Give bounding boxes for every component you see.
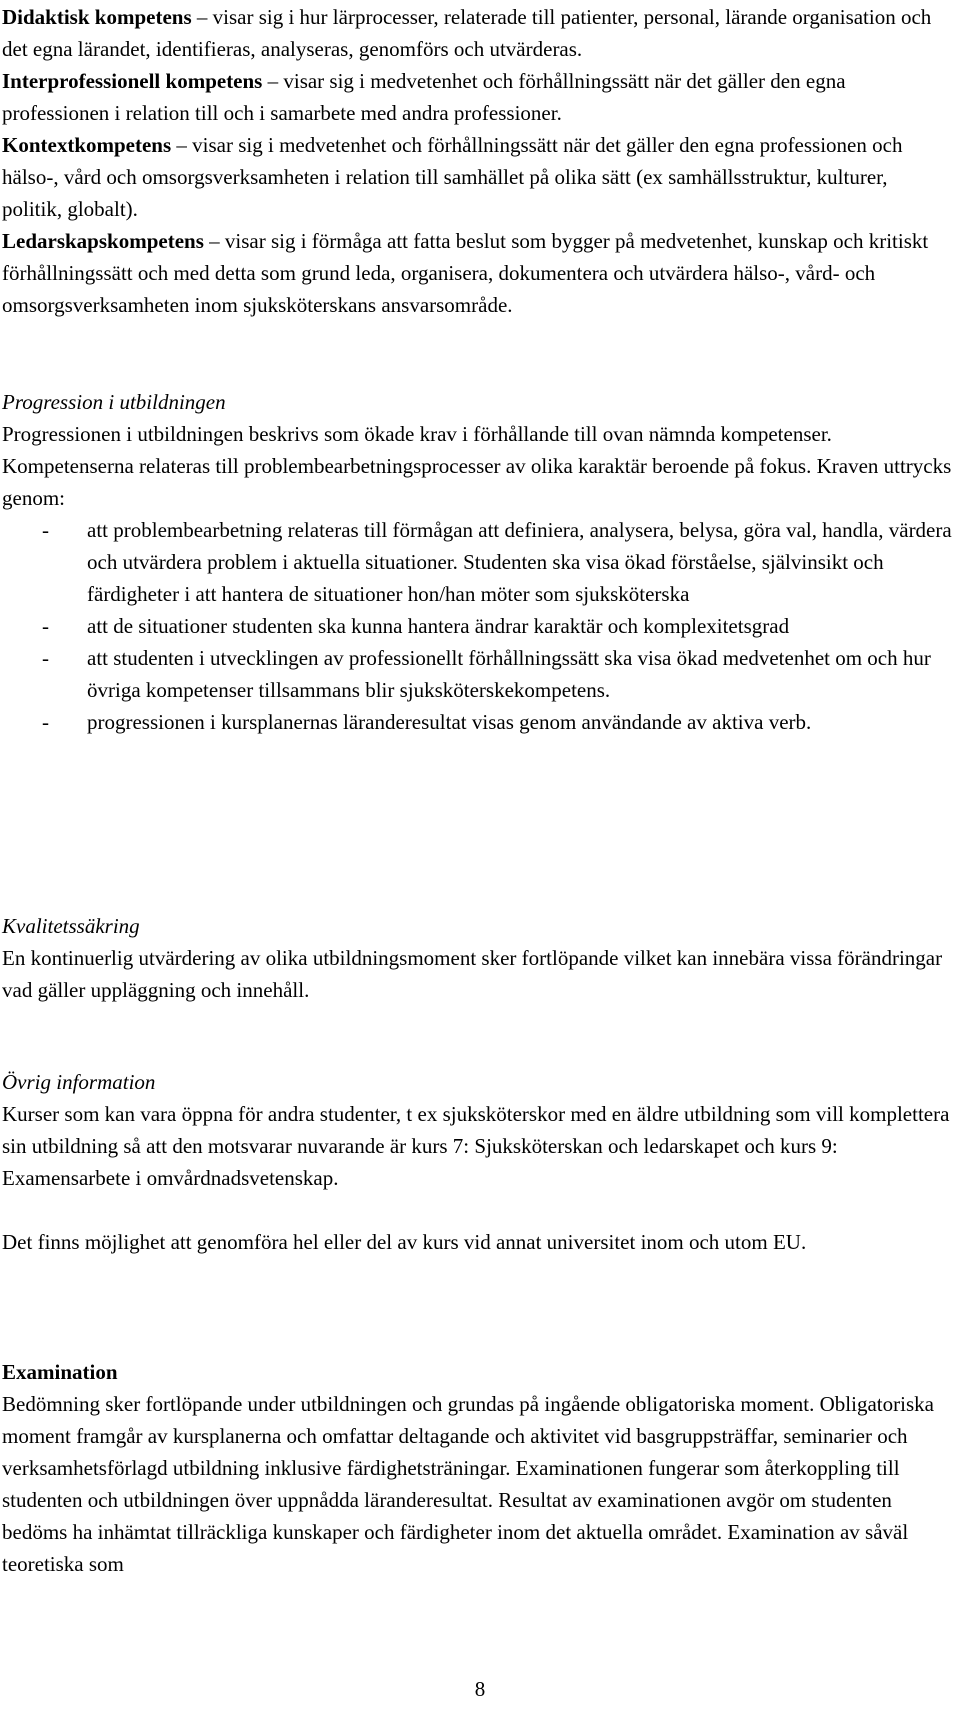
list-item xyxy=(2,706,952,738)
progression-intro: Progressionen i utbildningen beskrivs som ökade krav i förhållande till ovan nämnda kompetenser. Kompetenserna relateras till problembearbetningsprocesser av olika karaktär beroende på fokus. Kraven uttrycks genom: xyxy=(2,422,952,510)
list-item xyxy=(2,610,952,642)
other-info-text-1: Kurser som kan vara öppna för andra studenter, t ex sjuksköterskor med en äldre utbildning som vill komplettera sin utbildning så att den motsvarar nuvarande är kurs 7: Sjuksköterskan och ledarskapet och kurs 9: Examensarbete i omvårdnadsvetenskap. xyxy=(2,1102,950,1190)
list-dash: - xyxy=(42,710,49,734)
competence-term: Didaktisk kompetens xyxy=(2,5,192,29)
competence-term: Interprofessionell kompetens xyxy=(2,69,263,93)
examination-section xyxy=(2,1356,952,1580)
competence-term: Ledarskapskompetens xyxy=(2,229,204,253)
competence-text: – visar sig i förmåga att fatta beslut som bygger på medvetenhet, kunskap och kritiskt förhållningssätt och med detta som grund leda, organisera, dokumentera och utvärdera hälso-, vård- och omsorgsverksamheten inom sjuksköterskans ansvarsområde. xyxy=(2,229,929,317)
competence-term: Kontextkompetens xyxy=(2,133,172,157)
competence-text: – visar sig i hur lärprocesser, relaterade till patienter, personal, lärande organisation och det egna lärandet, identifieras, analyseras, genomförs och utvärderas. xyxy=(2,5,932,61)
competence-kontext xyxy=(2,129,952,225)
other-info-section xyxy=(2,1066,952,1258)
other-info-text-2: Det finns möjlighet att genomföra hel eller del av kurs vid annat universitet inom och utom EU. xyxy=(2,1230,807,1254)
examination-heading: Examination xyxy=(2,1360,118,1384)
competence-didaktisk xyxy=(2,1,952,65)
progression-heading: Progression i utbildningen xyxy=(2,390,226,414)
quality-section xyxy=(2,910,952,1006)
page-number: 8 xyxy=(474,1677,486,1701)
list-item-text: att de situationer studenten ska kunna hantera ändrar karaktär och komplexitetsgrad xyxy=(87,614,790,638)
list-item-text: att studenten i utvecklingen av professionellt förhållningssätt ska visa ökad medvetenhet om och hur övriga kompetenser tillsammans blir sjuksköterskekompetens. xyxy=(87,646,931,702)
competence-text: – visar sig i medvetenhet och förhållningssätt när det gäller den egna professionen och hälso-, vård och omsorgsverksamheten i relation till samhället på olika sätt (ex samhällsstruktur, kulturer, politik, globalt). xyxy=(2,133,903,221)
examination-text: Bedömning sker fortlöpande under utbildningen och grundas på ingående obligatoriska moment. Obligatoriska moment framgår av kursplanerna och omfattar deltagande och aktivitet vid basgruppsträffar, seminarier och verksamhetsförlagd utbildning inklusive färdighetsträningar. Examinationen fungerar som återkoppling till studenten och utbildningen över uppnådda läranderesultat. Resultat av examinationen avgör om studenten bedöms ha inhämtat tillräckliga kunskaper och färdigheter inom det aktuella området. Examination av såväl teoretiska som xyxy=(2,1392,934,1576)
list-dash: - xyxy=(42,646,49,670)
quality-heading: Kvalitetssäkring xyxy=(2,914,140,938)
quality-text: En kontinuerlig utvärdering av olika utbildningsmoment sker fortlöpande vilket kan innebära vissa förändringar vad gäller uppläggning och innehåll. xyxy=(2,946,943,1002)
competence-ledarskap xyxy=(2,225,952,321)
other-info-heading: Övrig information xyxy=(2,1070,156,1094)
progression-section xyxy=(2,386,952,738)
list-item xyxy=(2,514,952,610)
list-dash: - xyxy=(42,518,49,542)
list-item xyxy=(2,642,952,706)
list-item-text: progressionen i kursplanernas läranderesultat visas genom användande av aktiva verb. xyxy=(87,710,812,734)
competence-list xyxy=(2,1,952,321)
list-dash: - xyxy=(42,614,49,638)
competence-text: – visar sig i medvetenhet och förhållningssätt när det gäller den egna professionen i relation till och i samarbete med andra professioner. xyxy=(2,69,846,125)
progression-list xyxy=(2,514,952,738)
list-item-text: att problembearbetning relateras till förmågan att definiera, analysera, belysa, göra val, handla, värdera och utvärdera problem i aktuella situationer. Studenten ska visa ökad förståelse, självinsikt och färdigheter i att hantera de situationer hon/han möter som sjuksköterska xyxy=(87,518,952,606)
competence-interprofessionell xyxy=(2,65,952,129)
